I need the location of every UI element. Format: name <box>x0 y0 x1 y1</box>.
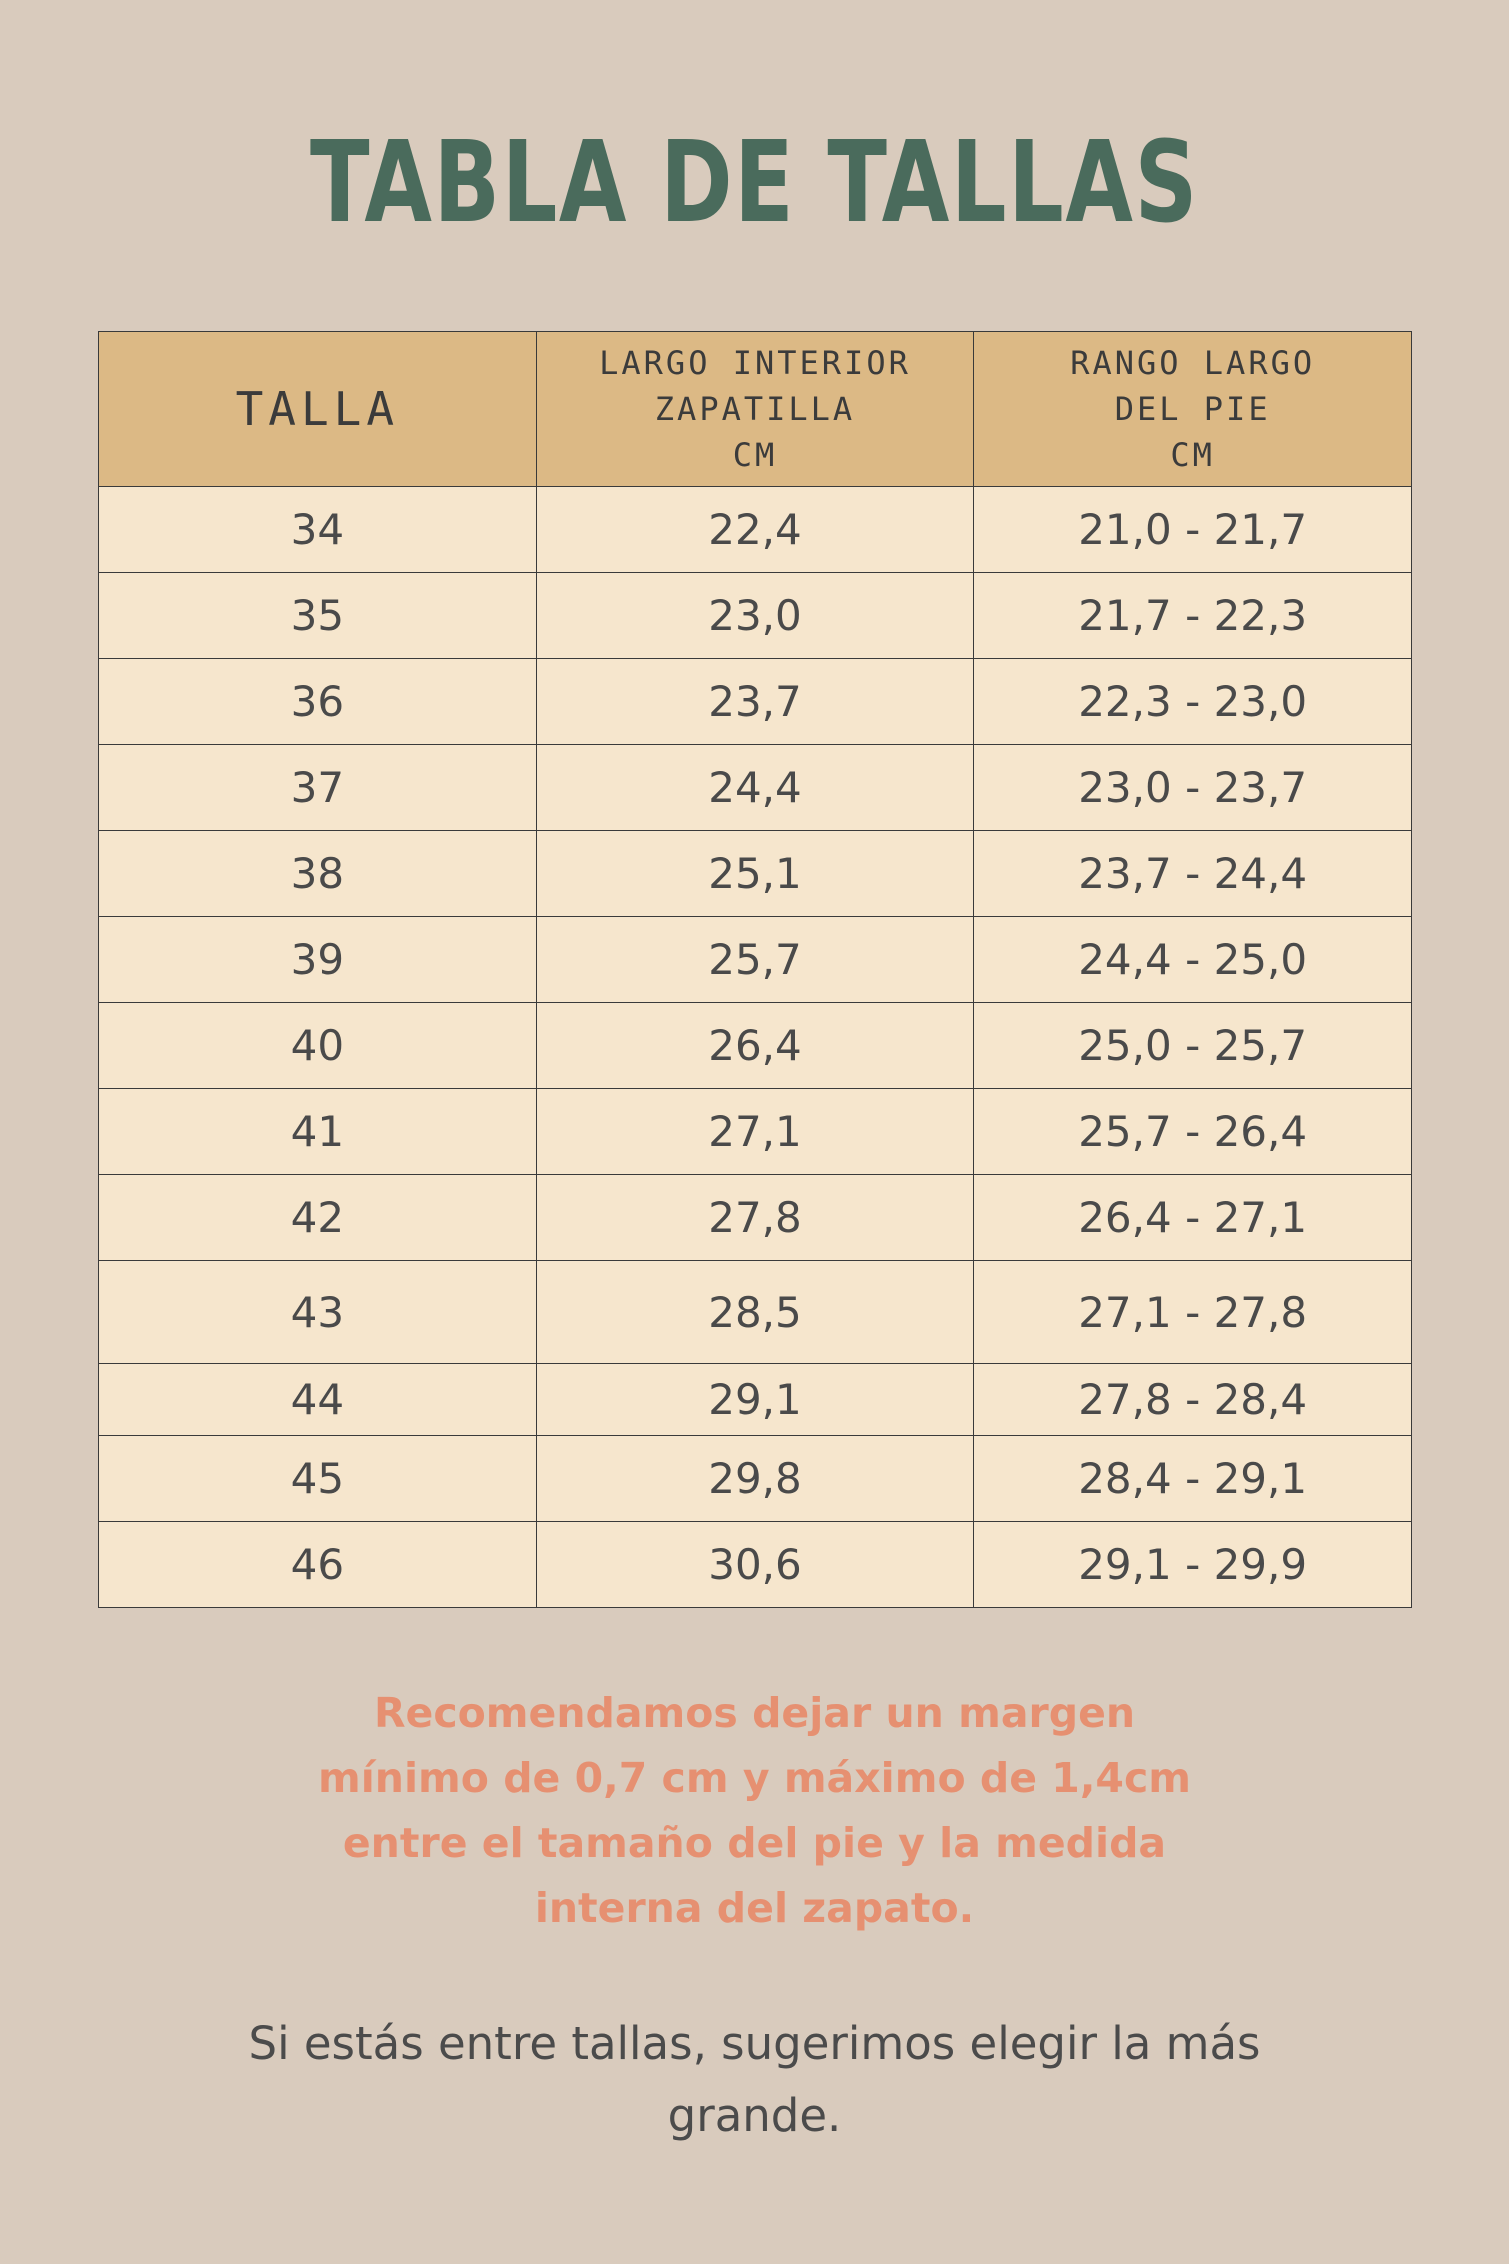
header-largo-line-2: ZAPATILLA <box>654 390 856 428</box>
cell-largo: 28,5 <box>536 1261 974 1364</box>
cell-talla: 40 <box>99 1003 537 1089</box>
page-title: TABLA DE TALLAS <box>310 118 1199 248</box>
cell-rango: 21,7 - 22,3 <box>974 573 1412 659</box>
cell-rango: 27,8 - 28,4 <box>974 1364 1412 1436</box>
cell-rango: 21,0 - 21,7 <box>974 487 1412 573</box>
cell-rango: 29,1 - 29,9 <box>974 1522 1412 1608</box>
cell-largo: 30,6 <box>536 1522 974 1608</box>
header-rango-line-3: CM <box>1170 436 1215 474</box>
note-line: interna del zapato. <box>534 1884 975 1932</box>
table-row <box>99 659 1412 745</box>
cell-rango: 25,0 - 25,7 <box>974 1003 1412 1089</box>
cell-talla: 36 <box>99 659 537 745</box>
cell-largo: 29,8 <box>536 1436 974 1522</box>
cell-rango: 24,4 - 25,0 <box>974 917 1412 1003</box>
between-sizes-advice <box>0 2008 1509 2152</box>
header-rango-line-2: DEL PIE <box>1114 390 1271 428</box>
header-talla: TALLA <box>99 332 537 487</box>
cell-talla: 37 <box>99 745 537 831</box>
cell-rango: 27,1 - 27,8 <box>974 1261 1412 1364</box>
table-row <box>99 1089 1412 1175</box>
table-row <box>99 1003 1412 1089</box>
cell-talla: 34 <box>99 487 537 573</box>
note-line: Recomendamos dejar un margen <box>373 1689 1136 1737</box>
cell-largo: 22,4 <box>536 487 974 573</box>
cell-talla: 35 <box>99 573 537 659</box>
cell-talla: 42 <box>99 1175 537 1261</box>
table-header-row <box>99 332 1412 487</box>
table-row <box>99 1364 1412 1436</box>
note-line: entre el tamaño del pie y la medida <box>342 1819 1167 1867</box>
cell-largo: 25,7 <box>536 917 974 1003</box>
header-rango-line-1: RANGO LARGO <box>1070 344 1316 382</box>
table-row <box>99 1522 1412 1608</box>
cell-largo: 25,1 <box>536 831 974 917</box>
table-row <box>99 487 1412 573</box>
cell-talla: 39 <box>99 917 537 1003</box>
table-row <box>99 1175 1412 1261</box>
cell-rango: 26,4 - 27,1 <box>974 1175 1412 1261</box>
cell-talla: 38 <box>99 831 537 917</box>
cell-rango: 25,7 - 26,4 <box>974 1089 1412 1175</box>
cell-talla: 43 <box>99 1261 537 1364</box>
cell-largo: 23,0 <box>536 573 974 659</box>
advice-line: grande. <box>667 2089 842 2142</box>
header-largo-interior <box>536 332 974 487</box>
header-largo-line-3: CM <box>732 436 778 474</box>
cell-rango: 22,3 - 23,0 <box>974 659 1412 745</box>
size-table <box>98 331 1412 1608</box>
cell-largo: 27,8 <box>536 1175 974 1261</box>
cell-largo: 27,1 <box>536 1089 974 1175</box>
note-line: mínimo de 0,7 cm y máximo de 1,4cm <box>318 1754 1191 1802</box>
cell-talla: 46 <box>99 1522 537 1608</box>
cell-talla: 44 <box>99 1364 537 1436</box>
fit-recommendation <box>0 1681 1509 1941</box>
table-row <box>99 1436 1412 1522</box>
advice-line: Si estás entre tallas, sugerimos elegir la más <box>248 2017 1261 2070</box>
table-row <box>99 1261 1412 1364</box>
table-row <box>99 573 1412 659</box>
cell-largo: 23,7 <box>536 659 974 745</box>
table-row <box>99 745 1412 831</box>
cell-rango: 23,7 - 24,4 <box>974 831 1412 917</box>
cell-rango: 28,4 - 29,1 <box>974 1436 1412 1522</box>
cell-largo: 24,4 <box>536 745 974 831</box>
table-row <box>99 917 1412 1003</box>
table-row <box>99 831 1412 917</box>
cell-talla: 45 <box>99 1436 537 1522</box>
header-rango-pie <box>974 332 1412 487</box>
cell-talla: 41 <box>99 1089 537 1175</box>
cell-largo: 29,1 <box>536 1364 974 1436</box>
cell-rango: 23,0 - 23,7 <box>974 745 1412 831</box>
header-largo-line-1: LARGO INTERIOR <box>599 344 911 382</box>
cell-largo: 26,4 <box>536 1003 974 1089</box>
